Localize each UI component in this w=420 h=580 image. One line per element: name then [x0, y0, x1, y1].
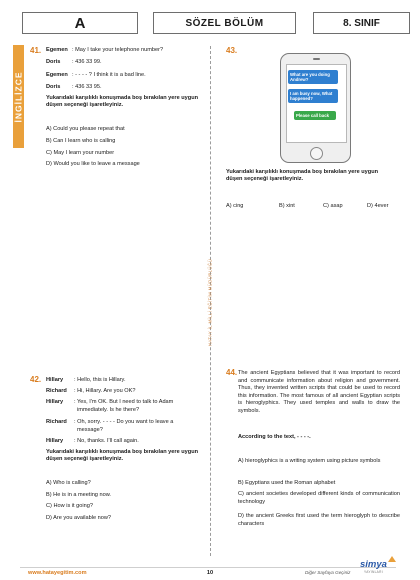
message-bubble: Please call back: [294, 111, 336, 120]
answer-option-d[interactable]: D) Are you available now?: [46, 515, 111, 521]
side-caption-text: HATAY İL MİLLİ EĞİTİM MÜDÜRLÜĞÜ: [207, 258, 213, 347]
grade-label: 8. SINIF: [313, 12, 410, 34]
subject-label: İNGİLİZCE: [13, 70, 24, 123]
answer-option-d[interactable]: D) 4ever: [367, 203, 389, 209]
answer-option-b[interactable]: B) Can I learn who is calling: [46, 138, 116, 144]
answer-option-d[interactable]: D) the ancient Greeks first used the term hieroglyph to describe characters: [238, 513, 400, 527]
answer-option-c[interactable]: C) asap: [323, 203, 343, 209]
dialogue-line: Richard : Oh, sorry. - - - - Do you want to leave a: [46, 419, 174, 425]
dialogue-line: immediately. Is he there?: [77, 407, 140, 413]
question-number: 44.: [226, 368, 238, 377]
booklet-label: A: [22, 12, 138, 34]
question-number: 42.: [30, 375, 42, 384]
publisher-logo: simya YAYINLARI: [360, 556, 400, 576]
answer-option-a[interactable]: A) hieroglyphics is a writing system using picture symbols: [238, 458, 381, 464]
dialogue-line: Hillary : Yes, I'm OK. But I need to talk to Adam: [46, 399, 174, 405]
page-header: [12, 12, 410, 36]
phone-illustration: [280, 53, 351, 163]
message-bubble: I am busy now, What happened?: [288, 89, 338, 103]
question-instruction: Yukarıdaki karşılıklı konuşmada boş bırakılan yere uygun düşen seçeneği işaretleyiniz.: [46, 95, 199, 108]
answer-option-c[interactable]: C) May I learn your number: [46, 150, 115, 156]
message-bubble: What are you doing Andrew?: [288, 70, 338, 84]
dialogue-line: Doris : 436 33 95.: [46, 84, 102, 90]
question-number: 43.: [226, 46, 238, 55]
footer-website-link[interactable]: www.hatayegitim.com: [28, 570, 87, 576]
question-instruction: Yukarıdaki karşılıklı konuşmada boş bırakılan yere uygun düşen seçeneği işaretleyiniz.: [226, 169, 379, 182]
page-number: 10: [206, 570, 214, 576]
logo-triangle-icon: [388, 556, 396, 562]
question-instruction: Yukarıdaki karşılıklı konuşmada boş bırakılan yere uygun düşen seçeneği işaretleyiniz.: [46, 449, 199, 462]
dialogue-line: Hillary : No, thanks. I'll call again.: [46, 438, 139, 444]
question-number: 41.: [30, 46, 42, 55]
dialogue-line: message?: [77, 427, 103, 433]
answer-option-b[interactable]: B) Egyptians used the Roman alphabet: [238, 480, 336, 486]
dialogue-line: Richard : Hi, Hillary. Are you OK?: [46, 388, 136, 394]
dialogue-line: Hillary : Hello, this is Hillary.: [46, 377, 126, 383]
answer-option-a[interactable]: A) cing: [226, 203, 244, 209]
answer-option-a[interactable]: A) Could you please repeat that: [46, 126, 125, 132]
answer-option-d[interactable]: D) Would you like to leave a message: [46, 161, 140, 167]
answer-option-c[interactable]: C) ancient societies developed different kinds of communication technology: [238, 491, 400, 505]
reading-passage: The ancient Egyptians believed that it was important to record and communicate information about religion and government. Thus, they invented written scripts that could be used to record this information. The most famous of all ancient Egyptian scripts is hieroglyphics. They used temples and walls to draw the symbols.: [238, 370, 400, 414]
question-stem: According to the text, - - - -.: [238, 434, 311, 440]
section-label: SÖZEL BÖLÜM: [153, 12, 296, 34]
dialogue-line: Doris : 436 33 99.: [46, 59, 102, 65]
camera-icon: [313, 58, 320, 60]
answer-option-c[interactable]: C) How is it going?: [46, 503, 93, 509]
next-page-note: Diğer Sayfaya Geçiniz: [305, 570, 351, 575]
answer-option-a[interactable]: A) Who is calling?: [46, 480, 91, 486]
home-button-icon: [310, 147, 323, 160]
dialogue-line: Egemen : May I take your telephone number?: [46, 47, 164, 53]
answer-option-b[interactable]: B) He is in a meeting now.: [46, 492, 111, 498]
answer-option-b[interactable]: B) xint: [279, 203, 295, 209]
dialogue-line: Egemen : - - - - ? I think it is a bad line.: [46, 72, 146, 78]
footer-divider: [20, 567, 396, 568]
subject-tab: [13, 45, 24, 148]
